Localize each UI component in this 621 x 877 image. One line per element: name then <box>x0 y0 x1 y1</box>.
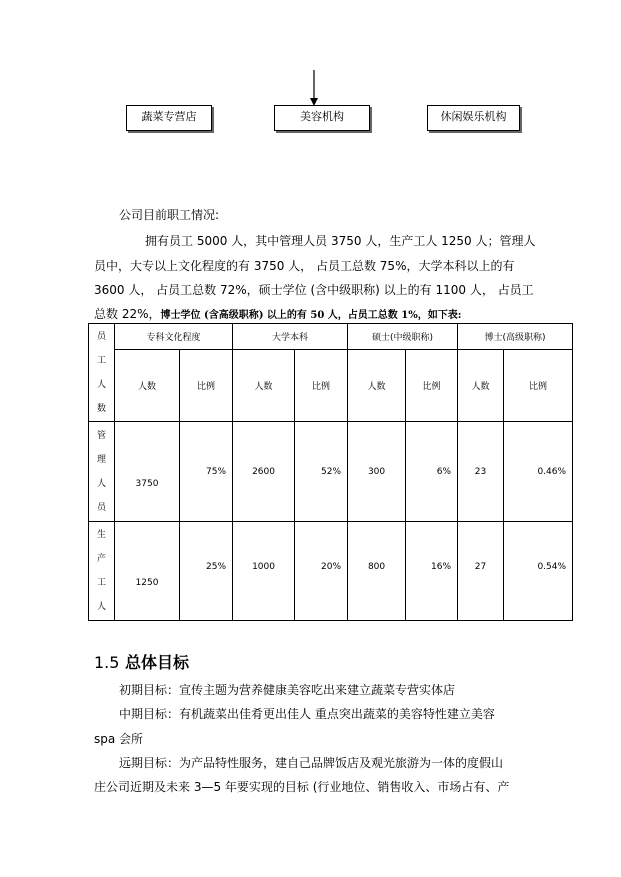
group-header-college: 专科文化程度 <box>115 324 233 350</box>
connector-arrow <box>307 70 321 108</box>
table-row <box>89 422 573 522</box>
table-cell: 300 <box>348 422 406 522</box>
staff-line-3: 3600 人， 占员工总数 72%，硕士学位 (含中级职称) 以上的有 1100 人， 占员工 <box>94 283 534 297</box>
row-label-production: 生 产 工 人 <box>89 522 115 621</box>
goal-long-line-2: 庄公司近期及未来 3—5 年要实现的目标 (行业地位、销售收入、市场占有、产 <box>94 780 510 794</box>
table-cell: 52% <box>295 422 348 522</box>
sub-header-ratio: 比例 <box>295 350 348 422</box>
diagram-box-beauty-agency: 美容机构 <box>274 105 370 131</box>
sub-header-ratio: 比例 <box>504 350 573 422</box>
table-cell: 0.46% <box>504 422 573 522</box>
staff-line-2: 员中，大专以上文化程度的有 3750 人， 占员工总数 75%，大学本科以上的有 <box>94 259 515 273</box>
table-cell: 1250 <box>115 522 180 621</box>
table-cell: 75% <box>180 422 233 522</box>
table-cell: 16% <box>406 522 458 621</box>
staff-line-4 <box>94 305 461 322</box>
table-cell: 2600 <box>233 422 295 522</box>
sub-header-ratio: 比例 <box>406 350 458 422</box>
table-row <box>89 522 573 621</box>
table-cell: 0.54% <box>504 522 573 621</box>
sub-header-count: 人数 <box>458 350 504 422</box>
goal-initial: 初期目标：宣传主题为营养健康美容吃出来建立蔬菜专营实体店 <box>119 683 456 697</box>
table-cell: 23 <box>458 422 504 522</box>
table-cell: 27 <box>458 522 504 621</box>
sub-header-count: 人数 <box>115 350 180 422</box>
table-cell: 25% <box>180 522 233 621</box>
goal-mid-line-1: 中期目标：有机蔬菜出佳肴更出佳人 重点突出蔬菜的美容特性建立美容 <box>119 707 495 721</box>
sub-header-count: 人数 <box>233 350 295 422</box>
staff-table <box>88 323 573 621</box>
group-header-doctor: 博士(高级职称) <box>458 324 573 350</box>
staff-line-4-b: 博士学位 (含高级职称) 以上的有 50 人，占员工总数 1%，如下表: <box>160 310 462 321</box>
staff-line-1: 拥有员工 5000 人，其中管理人员 3750 人，生产工人 1250 人；管理人 <box>145 234 536 248</box>
diagram-box-vegetable-store: 蔬菜专营店 <box>126 105 212 131</box>
staff-heading: 公司目前职工情况: <box>119 208 220 222</box>
table-cell: 1000 <box>233 522 295 621</box>
goal-mid-line-2: spa 会所 <box>94 732 144 746</box>
group-header-master: 硕士(中级职称) <box>348 324 458 350</box>
goal-long-line-1: 远期目标：为产品特性服务，建自己品牌饭店及观光旅游为一体的度假山 <box>119 756 504 770</box>
section-number: 1.5 <box>94 653 120 672</box>
table-cell: 6% <box>406 422 458 522</box>
sub-header-ratio: 比例 <box>180 350 233 422</box>
diagram-box-leisure-agency: 休闲娱乐机构 <box>427 105 520 131</box>
row-label-management: 管 理 人 员 <box>89 422 115 522</box>
sub-header-count: 人数 <box>348 350 406 422</box>
staff-line-4-a: 总数 22%， <box>94 307 161 321</box>
corner-header: 员 工 人 数 <box>89 324 115 422</box>
group-header-bachelor: 大学本科 <box>233 324 348 350</box>
section-title: 总体目标 <box>125 653 190 672</box>
table-cell: 800 <box>348 522 406 621</box>
table-cell: 20% <box>295 522 348 621</box>
section-heading <box>94 650 189 673</box>
table-cell: 3750 <box>115 422 180 522</box>
